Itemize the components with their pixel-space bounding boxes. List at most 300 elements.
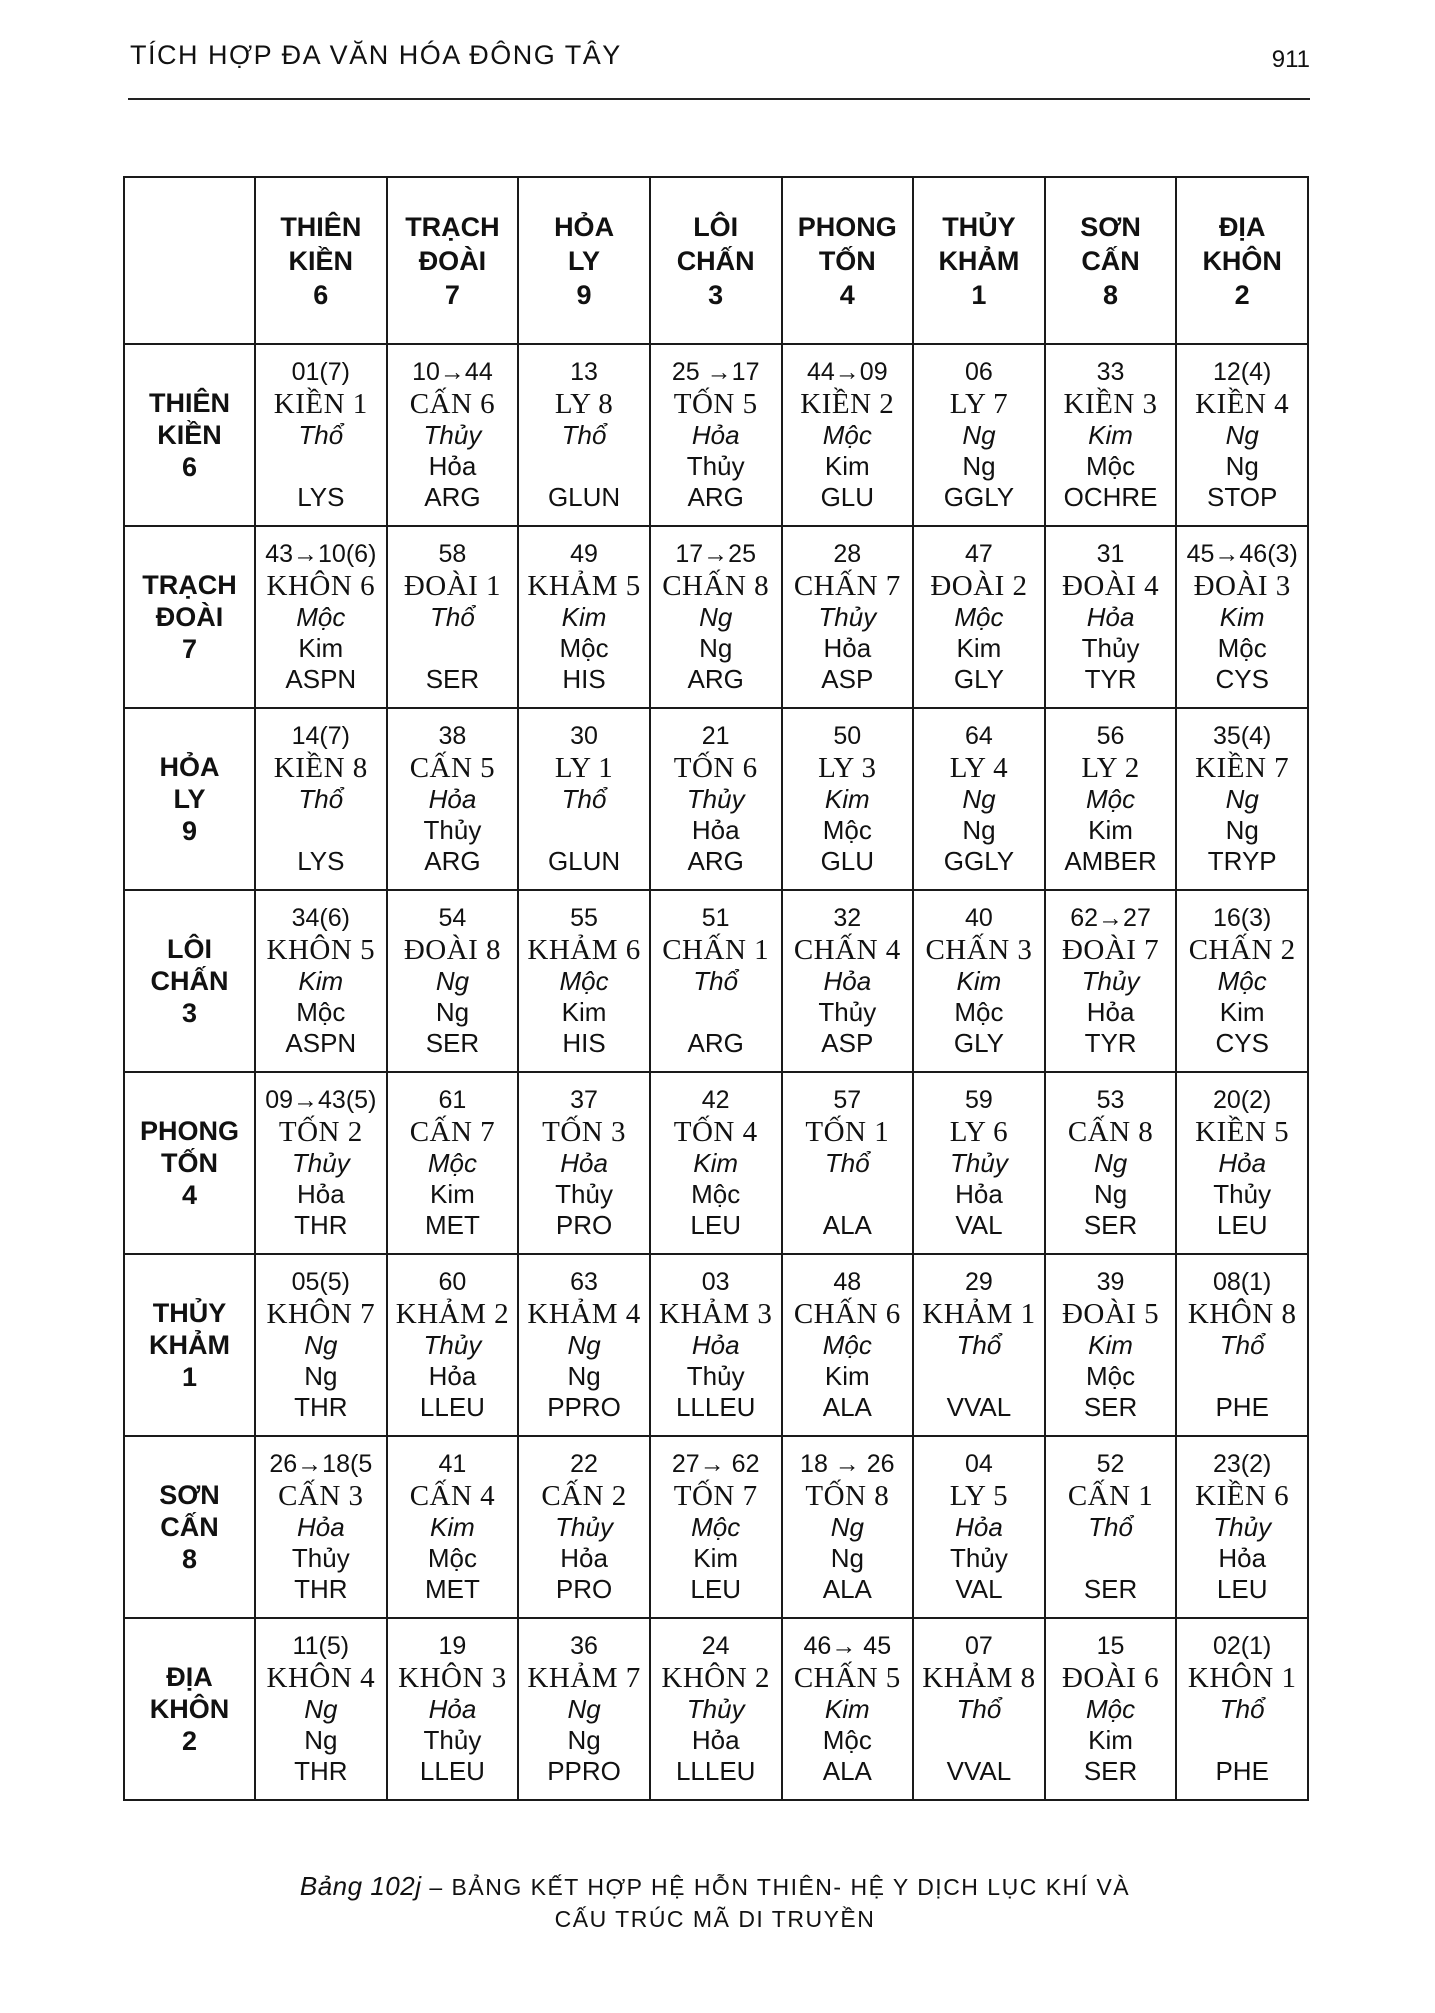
column-header-trigram: CHẤN bbox=[676, 245, 755, 276]
cell-trigram-label: ĐOÀI 2 bbox=[930, 570, 1028, 602]
table-cell bbox=[913, 1618, 1045, 1800]
cell-element-secondary: Hỏa bbox=[560, 1543, 608, 1573]
cell-trigram-label: LY 7 bbox=[949, 388, 1009, 420]
cell-amino-acid: MET bbox=[424, 1574, 480, 1604]
cell-element-secondary: Mộc bbox=[1086, 451, 1136, 481]
cell-element-primary: Thổ bbox=[693, 966, 739, 996]
cell-element-primary: Kim bbox=[1088, 420, 1133, 450]
table-cell bbox=[255, 1072, 387, 1254]
cell-trigram-label: KHÔN 4 bbox=[266, 1662, 376, 1694]
table-cell bbox=[387, 1436, 519, 1618]
cell-amino-acid: ARG bbox=[687, 846, 744, 876]
cell-amino-acid: SER bbox=[1083, 1756, 1138, 1786]
cell-trigram-label: LY 4 bbox=[949, 752, 1009, 784]
table-cell bbox=[1045, 344, 1177, 526]
cell-element-primary: Thủy bbox=[818, 602, 877, 632]
row-header-number: 8 bbox=[181, 1544, 198, 1574]
cell-hexagram-number: 41 bbox=[438, 1450, 467, 1478]
cell-trigram-label: CHẤN 6 bbox=[793, 1298, 901, 1330]
table-cell bbox=[1176, 1254, 1308, 1436]
cell-trigram-label: CẤN 5 bbox=[409, 752, 496, 784]
row-header-trigram: KHÔN bbox=[149, 1694, 230, 1724]
table-cell bbox=[255, 344, 387, 526]
cell-amino-acid: CYS bbox=[1215, 1028, 1269, 1058]
cell-element-primary: Ng bbox=[1225, 784, 1259, 814]
cell-amino-acid: ARG bbox=[687, 482, 744, 512]
cell-hexagram-number: 56 bbox=[1096, 722, 1125, 750]
cell-element-primary: Thủy bbox=[423, 420, 482, 450]
cell-element-primary: Ng bbox=[699, 602, 733, 632]
cell-element-secondary bbox=[783, 1179, 913, 1210]
cell-element-secondary: Mộc bbox=[559, 633, 609, 663]
cell-amino-acid: ALA bbox=[822, 1392, 872, 1422]
cell-amino-acid: ARG bbox=[687, 664, 744, 694]
column-header bbox=[1176, 177, 1308, 344]
cell-amino-acid: LEU bbox=[1216, 1574, 1268, 1604]
cell-amino-acid: MET bbox=[424, 1210, 480, 1240]
cell-element-primary: Thổ bbox=[956, 1694, 1002, 1724]
table-row bbox=[124, 1072, 1308, 1254]
cell-element-secondary bbox=[914, 1361, 1044, 1392]
table-cell bbox=[650, 1618, 782, 1800]
row-header bbox=[124, 1618, 255, 1800]
table-cell bbox=[387, 890, 519, 1072]
cell-amino-acid: THR bbox=[294, 1210, 348, 1240]
column-header-trigram: TỐN bbox=[818, 245, 876, 276]
cell-hexagram-number: 46→ 45 bbox=[803, 1632, 892, 1660]
row-header-trigram: CẤN bbox=[160, 1512, 219, 1542]
table-cell bbox=[782, 526, 914, 708]
cell-element-primary: Thủy bbox=[1213, 1512, 1272, 1542]
cell-element-primary: Hỏa bbox=[955, 1512, 1003, 1542]
caption-text-2: CẤU TRÚC MÃ DI TRUYỀN bbox=[554, 1906, 876, 1932]
cell-trigram-label: TỐN 5 bbox=[673, 388, 758, 420]
cell-element-secondary: Kim bbox=[430, 1179, 475, 1209]
cell-amino-acid: TYR bbox=[1084, 664, 1137, 694]
cell-element-primary: Kim bbox=[693, 1148, 739, 1178]
cell-element-secondary: Ng bbox=[1093, 1179, 1128, 1209]
cell-trigram-label: KHÔN 8 bbox=[1187, 1298, 1297, 1330]
cell-trigram-label: KHẢM 5 bbox=[527, 570, 641, 602]
row-header-number: 9 bbox=[181, 816, 198, 846]
table-cell bbox=[913, 526, 1045, 708]
cell-element-primary: Ng bbox=[304, 1330, 338, 1360]
cell-trigram-label: CHẤN 7 bbox=[793, 570, 901, 602]
cell-trigram-label: KIỀN 2 bbox=[800, 388, 895, 420]
cell-hexagram-number: 31 bbox=[1096, 540, 1125, 568]
cell-trigram-label: CHẤN 5 bbox=[793, 1662, 901, 1694]
cell-element-secondary bbox=[914, 1725, 1044, 1756]
cell-element-primary: Kim bbox=[824, 1694, 870, 1724]
cell-amino-acid: SER bbox=[425, 1028, 480, 1058]
cell-element-primary: Thổ bbox=[956, 1330, 1002, 1360]
cell-element-primary: Hỏa bbox=[823, 966, 872, 996]
cell-trigram-label: ĐOÀI 5 bbox=[1061, 1298, 1160, 1330]
cell-amino-acid: GLU bbox=[820, 846, 875, 876]
table-cell bbox=[650, 1254, 782, 1436]
cell-element-secondary: Mộc bbox=[296, 997, 346, 1027]
cell-hexagram-number: 14(7) bbox=[291, 722, 350, 750]
cell-element-secondary: Mộc bbox=[822, 815, 872, 845]
cell-trigram-label: TỐN 3 bbox=[542, 1116, 626, 1148]
cell-hexagram-number: 23(2) bbox=[1213, 1450, 1272, 1478]
cell-amino-acid: LLEU bbox=[419, 1756, 485, 1786]
cell-amino-acid: PRO bbox=[555, 1574, 613, 1604]
cell-hexagram-number: 20(2) bbox=[1213, 1086, 1272, 1114]
table-cell bbox=[1176, 344, 1308, 526]
cell-element-primary: Kim bbox=[430, 1512, 475, 1542]
cell-trigram-label: KIỀN 1 bbox=[273, 388, 368, 420]
cell-trigram-label: KHÔN 5 bbox=[266, 934, 376, 966]
cell-element-secondary: Hỏa bbox=[428, 1361, 477, 1391]
table-cell bbox=[255, 1436, 387, 1618]
cell-hexagram-number: 18 → 26 bbox=[800, 1450, 895, 1478]
cell-hexagram-number: 07 bbox=[965, 1632, 993, 1660]
row-header-trigram: CHẤN bbox=[150, 966, 229, 996]
cell-element-primary: Kim bbox=[1219, 602, 1265, 632]
row-header bbox=[124, 526, 255, 708]
cell-trigram-label: KIỀN 3 bbox=[1063, 388, 1158, 420]
cell-element-primary: Mộc bbox=[822, 1330, 872, 1360]
table-cell bbox=[518, 344, 650, 526]
cell-element-primary: Hỏa bbox=[691, 1330, 740, 1360]
row-header-number: 3 bbox=[181, 998, 198, 1028]
cell-trigram-label: ĐOÀI 1 bbox=[403, 570, 502, 602]
row-header-name: SƠN bbox=[159, 1480, 220, 1510]
row-header-name: THIÊN bbox=[149, 388, 230, 418]
cell-element-primary: Hỏa bbox=[428, 784, 477, 814]
row-header-name: LÔI bbox=[167, 934, 212, 964]
cell-amino-acid: AMBER bbox=[1064, 846, 1157, 876]
cell-element-primary: Ng bbox=[1093, 1148, 1128, 1178]
cell-element-secondary: Thủy bbox=[818, 997, 877, 1027]
cell-hexagram-number: 38 bbox=[438, 722, 467, 750]
cell-hexagram-number: 58 bbox=[438, 540, 467, 568]
cell-element-primary: Thổ bbox=[430, 602, 475, 632]
row-header bbox=[124, 344, 255, 526]
cell-element-primary: Hỏa bbox=[428, 1694, 477, 1724]
column-header-name: THỦY bbox=[942, 211, 1016, 242]
cell-hexagram-number: 02(1) bbox=[1213, 1632, 1272, 1660]
cell-amino-acid: ARG bbox=[424, 482, 481, 512]
cell-trigram-label: CẤN 3 bbox=[278, 1480, 364, 1512]
cell-trigram-label: KHẢM 6 bbox=[527, 934, 641, 966]
cell-hexagram-number: 40 bbox=[965, 904, 993, 932]
row-header-name: TRẠCH bbox=[142, 570, 237, 600]
cell-element-secondary: Mộc bbox=[954, 997, 1004, 1027]
cell-hexagram-number: 05(5) bbox=[291, 1268, 350, 1296]
table-cell bbox=[518, 890, 650, 1072]
cell-element-primary: Ng bbox=[830, 1512, 864, 1542]
cell-hexagram-number: 16(3) bbox=[1213, 904, 1272, 932]
cell-hexagram-number: 47 bbox=[965, 540, 993, 568]
cell-trigram-label: KIỀN 5 bbox=[1195, 1116, 1290, 1148]
cell-hexagram-number: 15 bbox=[1096, 1632, 1125, 1660]
cell-element-secondary: Ng bbox=[962, 451, 996, 481]
cell-element-primary: Thổ bbox=[561, 784, 607, 814]
cell-element-secondary: Thủy bbox=[1213, 1179, 1272, 1209]
table-row bbox=[124, 1436, 1308, 1618]
cell-hexagram-number: 50 bbox=[833, 722, 862, 750]
cell-hexagram-number: 37 bbox=[570, 1086, 598, 1114]
cell-hexagram-number: 24 bbox=[701, 1632, 730, 1660]
running-title: TÍCH HỢP ĐA VĂN HÓA ĐÔNG TÂY bbox=[130, 40, 622, 70]
cell-amino-acid: GLUN bbox=[547, 482, 621, 512]
table-cell bbox=[387, 526, 519, 708]
column-header-number: 9 bbox=[576, 279, 592, 310]
cell-amino-acid: PRO bbox=[555, 1210, 613, 1240]
table-cell bbox=[782, 708, 914, 890]
cell-trigram-label: TỐN 7 bbox=[673, 1480, 758, 1512]
column-header-name: SƠN bbox=[1080, 211, 1141, 242]
cell-amino-acid: LEU bbox=[690, 1574, 741, 1604]
table-cell bbox=[913, 708, 1045, 890]
row-header-number: 2 bbox=[181, 1726, 198, 1756]
cell-amino-acid: THR bbox=[294, 1392, 348, 1422]
cell-trigram-label: ĐOÀI 3 bbox=[1193, 570, 1291, 602]
table-cell bbox=[913, 1072, 1045, 1254]
cell-element-secondary bbox=[519, 815, 649, 846]
cell-hexagram-number: 61 bbox=[438, 1086, 467, 1114]
table-row bbox=[124, 526, 1308, 708]
cell-element-secondary: Ng bbox=[435, 997, 470, 1027]
cell-amino-acid: GLY bbox=[953, 664, 1004, 694]
column-header-trigram: KHẢM bbox=[938, 245, 1020, 276]
cell-trigram-label: KHÔN 1 bbox=[1187, 1662, 1297, 1694]
table-cell bbox=[255, 708, 387, 890]
table-cell bbox=[782, 1254, 914, 1436]
cell-element-primary: Ng bbox=[962, 784, 996, 814]
page-header bbox=[128, 38, 1310, 100]
cell-amino-acid: LLEU bbox=[419, 1392, 485, 1422]
cell-amino-acid: STOP bbox=[1207, 482, 1278, 512]
table-cell bbox=[518, 1254, 650, 1436]
cell-element-secondary: Kim bbox=[561, 997, 607, 1027]
cell-element-primary: Thổ bbox=[298, 420, 344, 450]
row-header-name: THỦY bbox=[152, 1298, 227, 1328]
table-cell bbox=[650, 1436, 782, 1618]
cell-element-secondary: Hỏa bbox=[428, 451, 477, 481]
cell-trigram-label: KHẢM 3 bbox=[659, 1298, 773, 1330]
row-header-number: 1 bbox=[181, 1362, 198, 1392]
column-header bbox=[255, 177, 387, 344]
cell-amino-acid: LEU bbox=[1216, 1210, 1268, 1240]
cell-element-secondary: Thủy bbox=[423, 1725, 482, 1755]
cell-amino-acid: ASPN bbox=[285, 1028, 357, 1058]
cell-hexagram-number: 32 bbox=[833, 904, 862, 932]
cell-element-primary: Thủy bbox=[950, 1148, 1008, 1178]
cell-amino-acid: LEU bbox=[690, 1210, 741, 1240]
cell-element-primary: Mộc bbox=[559, 966, 609, 996]
column-header bbox=[1045, 177, 1177, 344]
cell-element-primary: Thủy bbox=[1081, 966, 1140, 996]
cell-hexagram-number: 06 bbox=[965, 358, 993, 386]
cell-element-primary: Mộc bbox=[1217, 966, 1267, 996]
cell-element-primary: Hỏa bbox=[1218, 1148, 1267, 1178]
table-cell bbox=[650, 708, 782, 890]
cell-amino-acid: TRYP bbox=[1207, 846, 1277, 876]
cell-hexagram-number: 34(6) bbox=[291, 904, 350, 932]
cell-element-secondary: Kim bbox=[1088, 1725, 1133, 1755]
cell-hexagram-number: 53 bbox=[1096, 1086, 1125, 1114]
cell-element-secondary: Kim bbox=[693, 1543, 739, 1573]
cell-amino-acid: PHE bbox=[1215, 1756, 1269, 1786]
cell-trigram-label: CẤN 7 bbox=[409, 1116, 496, 1148]
table-caption bbox=[150, 1870, 1280, 1935]
table-cell bbox=[387, 1618, 519, 1800]
cell-trigram-label: KHẢM 4 bbox=[527, 1298, 641, 1330]
cell-element-secondary: Kim bbox=[298, 633, 344, 663]
cell-element-secondary: Thủy bbox=[423, 815, 482, 845]
cell-element-primary: Thổ bbox=[561, 420, 607, 450]
cell-amino-acid: SER bbox=[1083, 1574, 1138, 1604]
column-header-trigram: ĐOÀI bbox=[418, 245, 487, 276]
cell-trigram-label: LY 6 bbox=[949, 1116, 1009, 1148]
cell-element-primary: Thủy bbox=[686, 1694, 745, 1724]
cell-trigram-label: ĐOÀI 8 bbox=[403, 934, 502, 966]
cell-amino-acid: ALA bbox=[822, 1574, 872, 1604]
cell-amino-acid: ASP bbox=[821, 664, 874, 694]
table-cell bbox=[1176, 708, 1308, 890]
cell-hexagram-number: 11(5) bbox=[292, 1632, 350, 1660]
table-cell bbox=[1176, 1072, 1308, 1254]
cell-element-primary: Thủy bbox=[291, 1148, 350, 1178]
cell-element-secondary bbox=[1177, 1725, 1307, 1756]
table-row bbox=[124, 1618, 1308, 1800]
cell-amino-acid: VVAL bbox=[946, 1756, 1012, 1786]
column-header-name: ĐỊA bbox=[1218, 211, 1266, 242]
table-cell bbox=[518, 526, 650, 708]
cell-hexagram-number: 62→27 bbox=[1070, 904, 1151, 932]
cell-element-primary: Thủy bbox=[423, 1330, 482, 1360]
cell-element-secondary: Kim bbox=[1219, 997, 1265, 1027]
cell-trigram-label: CẤN 1 bbox=[1067, 1480, 1154, 1512]
column-header-name: THIÊN bbox=[280, 211, 362, 242]
cell-hexagram-number: 03 bbox=[701, 1268, 730, 1296]
combination-table bbox=[123, 176, 1309, 1801]
cell-trigram-label: LY 1 bbox=[554, 752, 614, 784]
cell-hexagram-number: 54 bbox=[438, 904, 467, 932]
cell-trigram-label: KHẢM 2 bbox=[395, 1298, 510, 1330]
cell-element-secondary: Ng bbox=[567, 1725, 601, 1755]
table-cell bbox=[387, 1254, 519, 1436]
cell-hexagram-number: 08(1) bbox=[1213, 1268, 1272, 1296]
cell-element-secondary: Thủy bbox=[291, 1543, 350, 1573]
cell-element-primary: Ng bbox=[567, 1694, 601, 1724]
cell-hexagram-number: 35(4) bbox=[1213, 722, 1272, 750]
table-cell bbox=[1045, 1618, 1177, 1800]
cell-element-primary: Hỏa bbox=[1086, 602, 1135, 632]
table-row bbox=[124, 1254, 1308, 1436]
cell-element-secondary: Thủy bbox=[686, 451, 745, 481]
cell-hexagram-number: 30 bbox=[570, 722, 598, 750]
table-cell bbox=[1045, 890, 1177, 1072]
cell-amino-acid: SER bbox=[1083, 1210, 1138, 1240]
cell-trigram-label: KHÔN 2 bbox=[661, 1662, 770, 1694]
table-cell bbox=[650, 526, 782, 708]
cell-element-secondary: Thủy bbox=[950, 1543, 1008, 1573]
cell-element-primary: Kim bbox=[561, 602, 607, 632]
table-cell bbox=[518, 1072, 650, 1254]
cell-element-secondary: Hỏa bbox=[823, 633, 872, 663]
cell-trigram-label: TỐN 1 bbox=[805, 1116, 890, 1148]
cell-element-primary: Kim bbox=[824, 784, 870, 814]
cell-element-secondary bbox=[1046, 1543, 1176, 1574]
cell-amino-acid: PHE bbox=[1215, 1392, 1269, 1422]
cell-element-secondary: Hỏa bbox=[691, 815, 740, 845]
cell-element-secondary bbox=[519, 451, 649, 482]
cell-amino-acid: GGLY bbox=[943, 482, 1015, 512]
cell-amino-acid: SER bbox=[1083, 1392, 1138, 1422]
cell-trigram-label: ĐOÀI 4 bbox=[1061, 570, 1160, 602]
cell-element-secondary: Mộc bbox=[427, 1543, 477, 1573]
column-header-number: 7 bbox=[444, 279, 460, 310]
cell-hexagram-number: 64 bbox=[965, 722, 993, 750]
row-header-trigram: TỐN bbox=[161, 1148, 218, 1178]
cell-amino-acid: LYS bbox=[297, 482, 345, 512]
cell-trigram-label: LY 2 bbox=[1081, 752, 1140, 784]
caption-text-1: – BẢNG KẾT HỢP HỆ HỖN THIÊN- HỆ Y DỊCH LỤC KHÍ VÀ bbox=[429, 1874, 1131, 1900]
row-header-number: 4 bbox=[181, 1180, 198, 1210]
cell-element-secondary: Hỏa bbox=[955, 1179, 1003, 1209]
row-header bbox=[124, 708, 255, 890]
cell-element-primary: Mộc bbox=[954, 602, 1004, 632]
cell-element-primary: Ng bbox=[435, 966, 470, 996]
column-header-trigram: KHÔN bbox=[1202, 245, 1282, 276]
cell-amino-acid: VAL bbox=[955, 1574, 1003, 1604]
cell-amino-acid: ALA bbox=[822, 1756, 872, 1786]
cell-element-primary: Mộc bbox=[822, 420, 872, 450]
table-cell bbox=[1045, 708, 1177, 890]
column-header bbox=[387, 177, 519, 344]
row-header bbox=[124, 1436, 255, 1618]
cell-hexagram-number: 17→25 bbox=[675, 540, 756, 568]
cell-trigram-label: KHÔN 3 bbox=[398, 1662, 507, 1694]
cell-element-primary: Mộc bbox=[427, 1148, 477, 1178]
cell-amino-acid: LLLEU bbox=[675, 1392, 756, 1422]
cell-element-secondary: Kim bbox=[824, 451, 870, 481]
table-cell bbox=[782, 1618, 914, 1800]
cell-amino-acid: OCHRE bbox=[1063, 482, 1158, 512]
table-cell bbox=[1176, 526, 1308, 708]
table-cell bbox=[1176, 1436, 1308, 1618]
table-cell bbox=[650, 344, 782, 526]
column-header-number: 3 bbox=[708, 279, 724, 310]
cell-trigram-label: KHẢM 1 bbox=[922, 1298, 1036, 1330]
cell-hexagram-number: 63 bbox=[570, 1268, 598, 1296]
cell-trigram-label: CHẤN 1 bbox=[662, 934, 770, 966]
table-cell bbox=[255, 890, 387, 1072]
table-cell bbox=[913, 890, 1045, 1072]
cell-trigram-label: LY 5 bbox=[949, 1480, 1009, 1512]
cell-amino-acid: GGLY bbox=[943, 846, 1015, 876]
cell-trigram-label: KHÔN 7 bbox=[266, 1298, 376, 1330]
cell-element-primary: Mộc bbox=[1086, 1694, 1136, 1724]
cell-trigram-label: KIỀN 6 bbox=[1195, 1480, 1290, 1512]
column-header-trigram: KIỀN bbox=[288, 245, 354, 276]
cell-hexagram-number: 10→44 bbox=[412, 358, 493, 386]
cell-trigram-label: CẤN 4 bbox=[409, 1480, 496, 1512]
cell-amino-acid: TYR bbox=[1084, 1028, 1137, 1058]
cell-hexagram-number: 19 bbox=[438, 1632, 467, 1660]
column-header bbox=[913, 177, 1045, 344]
cell-element-secondary: Hỏa bbox=[1218, 1543, 1267, 1573]
cell-element-secondary bbox=[388, 633, 518, 664]
cell-amino-acid: CYS bbox=[1215, 664, 1269, 694]
cell-trigram-label: CẤN 6 bbox=[409, 388, 496, 420]
cell-hexagram-number: 57 bbox=[833, 1086, 862, 1114]
cell-amino-acid: ARG bbox=[424, 846, 481, 876]
